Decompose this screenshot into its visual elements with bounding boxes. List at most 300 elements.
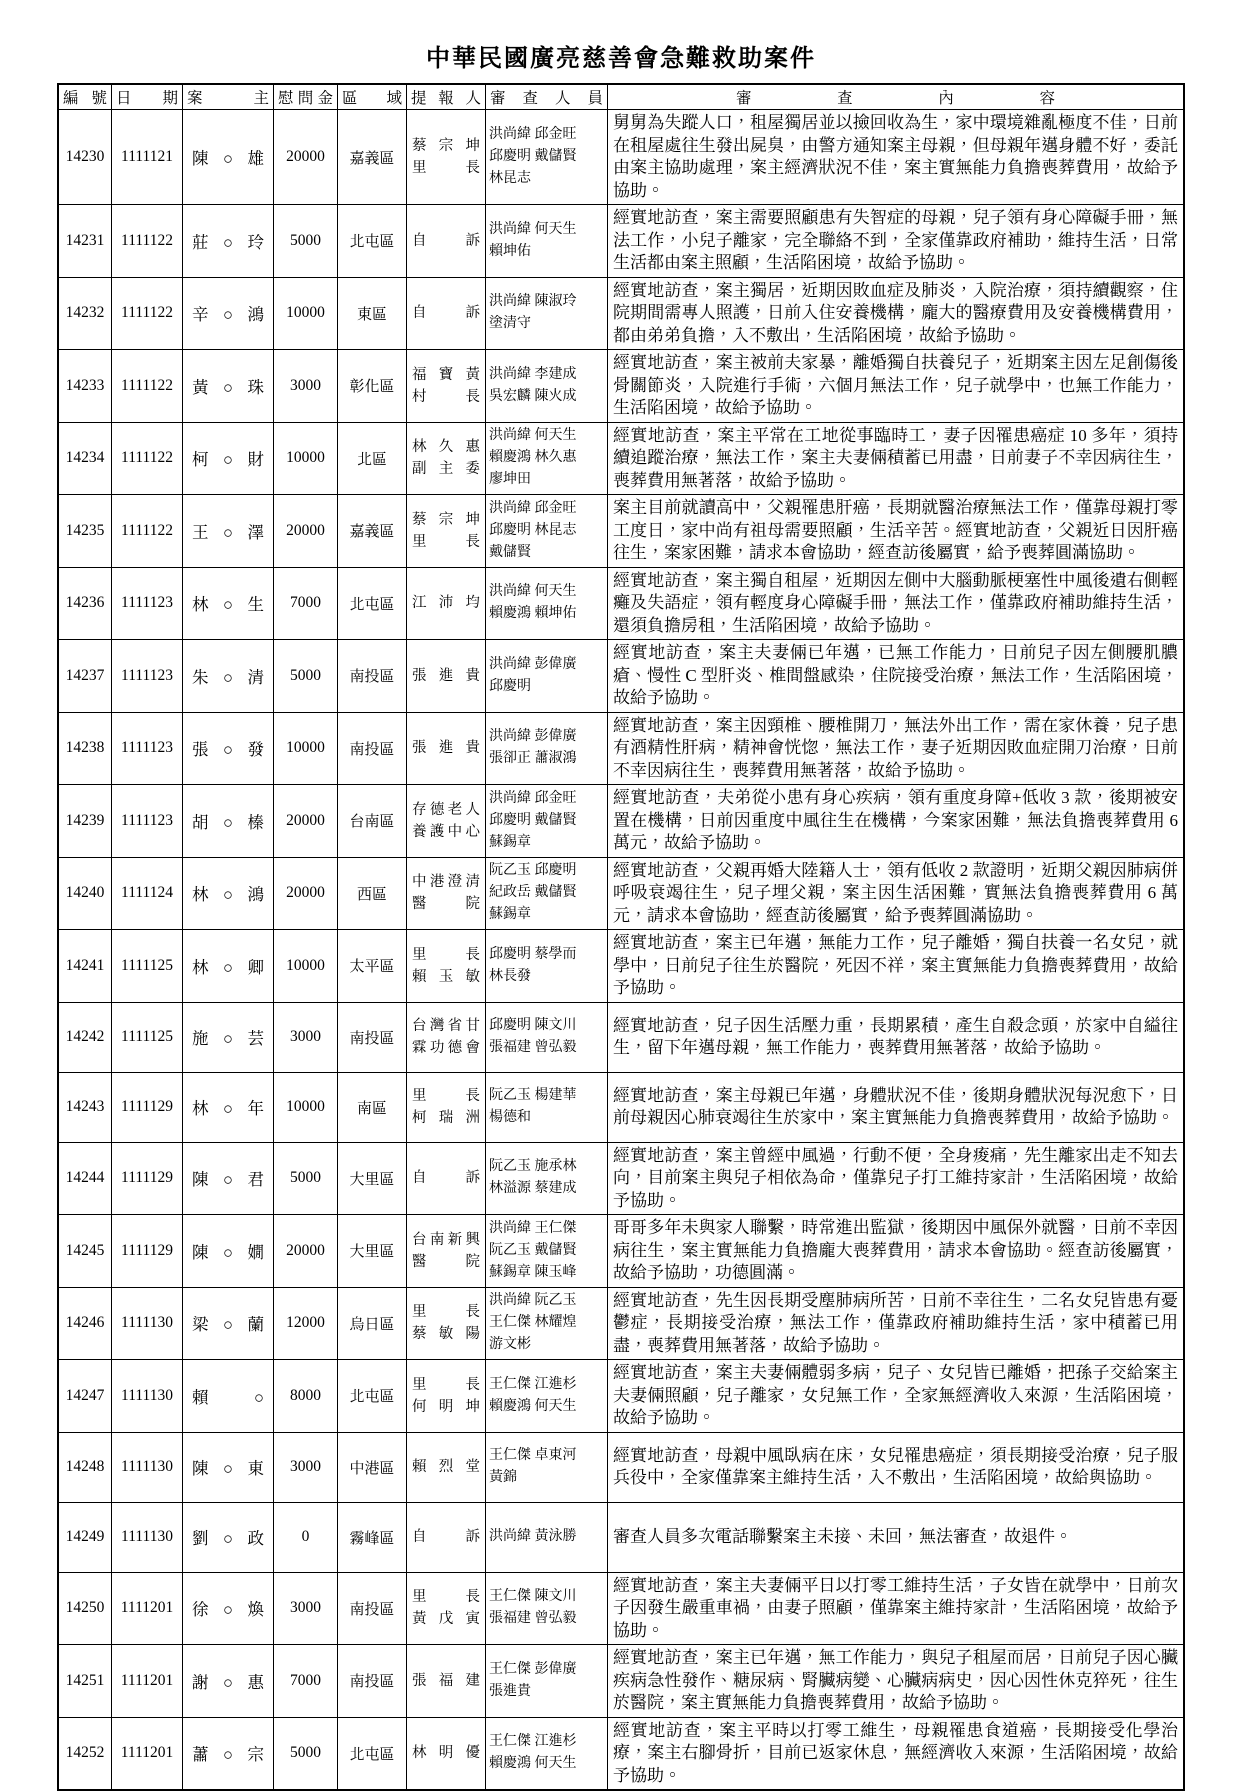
auditor-line: 賴慶鴻 何天生 [489,1398,577,1414]
table-row [58,495,1184,568]
auditor-line: 廖坤田 [489,472,531,488]
table-row [58,640,1184,713]
auditor-line: 洪尚緯 陳淑玲 [489,294,577,310]
region-cell: 南投區 [338,640,407,713]
case-name-cell: 林○生 [183,567,274,640]
auditors-cell [486,1645,608,1718]
auditors-cell [486,422,608,495]
reporter-line: 張進貴 [412,740,480,757]
case-name-cell: 劉○政 [183,1502,274,1572]
date-cell: 1111201 [112,1717,183,1790]
auditors-cell [486,930,608,1003]
table-row [58,930,1184,1003]
case-name-cell: 梁○蘭 [183,1287,274,1360]
review-content-cell: 經實地訪查，案主已年邁，無能力工作，兒子離婚，獨自扶養一名女兒，就學中，日前兒子往生於醫院，死因不祥，案主實無能力負擔喪葬費用，故給予協助。 [608,930,1185,1003]
date-cell: 1111130 [112,1432,183,1502]
review-content-cell: 經實地訪查，案主被前夫家暴，離婚獨自扶養兒子，近期案主因左足創傷後骨關節炎，入院進行手術，六個月無法工作，兒子就學中，也無工作能力，生活陷困境，故給予協助。 [608,350,1185,423]
amount-cell: 5000 [274,1142,338,1215]
reporter-cell [407,495,486,568]
reporter-line: 黃戊寅 [412,1611,480,1628]
amount-cell: 20000 [274,785,338,858]
auditor-line: 戴儲賢 [489,544,531,560]
column-header: 審查內容 [608,84,1185,110]
auditor-line: 洪尚緯 黃泳勝 [489,1529,577,1544]
reporter-cell [407,1360,486,1433]
reporter-cell [407,205,486,278]
case-id-cell: 14250 [58,1572,112,1645]
reporter-cell [407,1432,486,1502]
auditor-line: 黃錦 [489,1470,517,1485]
region-cell: 西區 [338,857,407,930]
amount-cell: 10000 [274,277,338,350]
reporter-cell [407,1645,486,1718]
region-cell: 南區 [338,1072,407,1142]
auditor-line: 邱慶明 戴儲賢 [489,149,577,164]
case-id-cell: 14239 [58,785,112,858]
reporter-line: 賴玉敏 [412,968,480,985]
case-name-cell: 黃○珠 [183,350,274,423]
reporter-line: 江沛均 [412,595,480,612]
table-row [58,1142,1184,1215]
date-cell: 1111123 [112,712,183,785]
case-name-cell: 朱○清 [183,640,274,713]
auditor-line: 洪尚緯 何天生 [489,221,577,237]
amount-cell: 0 [274,1502,338,1572]
date-cell: 1111201 [112,1572,183,1645]
column-header: 日期 [112,84,183,110]
date-cell: 1111122 [112,205,183,278]
case-id-cell: 14235 [58,495,112,568]
reporter-cell [407,350,486,423]
date-cell: 1111123 [112,640,183,713]
case-name-cell: 陳○君 [183,1142,274,1215]
amount-cell: 5000 [274,640,338,713]
auditor-line: 王仁傑 陳文川 [489,1589,577,1605]
case-name-cell: 辛○鴻 [183,277,274,350]
auditor-line: 邱慶明 林昆志 [489,522,577,538]
auditor-line: 洪尚緯 邱金旺 [489,127,577,142]
reporter-cell [407,712,486,785]
table-row [58,277,1184,350]
table-row [58,350,1184,423]
amount-cell: 5000 [274,1717,338,1790]
reporter-line: 柯瑞洲 [412,1110,480,1126]
date-cell: 1111123 [112,567,183,640]
reporter-line: 里長 [412,1088,480,1104]
region-cell: 中港區 [338,1432,407,1502]
table-row [58,785,1184,858]
case-id-cell: 14236 [58,567,112,640]
case-id-cell: 14232 [58,277,112,350]
auditor-line: 林溢源 蔡建成 [489,1181,577,1197]
auditor-line: 張進貴 [489,1683,531,1699]
amount-cell: 20000 [274,1215,338,1288]
auditor-line: 洪尚緯 彭偉廣 [489,656,577,672]
reporter-line: 林久惠 [412,439,480,456]
auditor-line: 賴慶鴻 林久惠 [489,450,577,466]
auditor-line: 王仁傑 江進杉 [489,1734,577,1750]
column-header: 編號 [58,84,112,110]
auditors-cell [486,1072,608,1142]
table-row [58,1432,1184,1502]
review-content-cell: 經實地訪查，案主曾經中風過，行動不便，全身痠痛，先生離家出走不知去向，目前案主與兒子相依為命，僅靠兒子打工維持家計，生活陷困境，故給予協助。 [608,1142,1185,1215]
region-cell: 台南區 [338,785,407,858]
auditors-cell [486,350,608,423]
auditor-line: 洪尚緯 彭偉廣 [489,729,577,745]
case-name-cell: 徐○煥 [183,1572,274,1645]
table-row [58,1002,1184,1072]
auditor-line: 洪尚緯 王仁傑 [489,1220,577,1236]
auditor-line: 林長發 [489,968,531,984]
table-row [58,1215,1184,1288]
reporter-line: 霖功德會 [412,1040,480,1056]
auditors-cell [486,1002,608,1072]
table-row [58,110,1184,205]
case-id-cell: 14241 [58,930,112,1003]
reporter-cell [407,1287,486,1360]
review-content-cell: 經實地訪查，案主獨居，近期因敗血症及肺炎，入院治療，須持續觀察，住院期間需專人照護，日前入住安養機構，龐大的醫療費用及安養機構費用，都由弟弟負擔，入不敷出，生活陷困境，故給予協助。 [608,277,1185,350]
auditor-line: 蘇錫章 [489,907,531,923]
case-name-cell: 賴○ [183,1360,274,1433]
auditors-cell [486,1432,608,1502]
review-content-cell: 經實地訪查，父親再婚大陸籍人士，領有低收 2 款證明，近期父親因肺病併呼吸衰竭往生，兒子埋父親，案主因生活困難，實無法負擔喪葬費用 6 萬元，請求本會協助，經查訪後屬實，給予喪葬圓滿協助。 [608,857,1185,930]
column-header: 慰問金 [274,84,338,110]
auditors-cell [486,712,608,785]
region-cell: 大里區 [338,1215,407,1288]
column-header: 提報人 [407,84,486,110]
table-row [58,422,1184,495]
case-id-cell: 14245 [58,1215,112,1288]
review-content-cell: 經實地訪查，案主夫妻倆已年邁，已無工作能力，日前兒子因左側腰肌膿瘡、慢性 C 型肝炎、椎間盤感染，住院接受治療，無法工作，生活陷困境，故給予協助。 [608,640,1185,713]
case-name-cell: 陳○嫺 [183,1215,274,1288]
date-cell: 1111124 [112,857,183,930]
table-row [58,205,1184,278]
region-cell: 嘉義區 [338,495,407,568]
region-cell: 霧峰區 [338,1502,407,1572]
auditors-cell [486,567,608,640]
auditors-cell [486,785,608,858]
review-content-cell: 經實地訪查，案主夫妻倆體弱多病，兒子、女兒皆已離婚，把孫子交給案主夫妻倆照顧，兒子離家，女兒無工作，全家無經濟收入來源，生活陷困境，故給予協助。 [608,1360,1185,1433]
auditors-cell [486,495,608,568]
amount-cell: 10000 [274,1072,338,1142]
column-header: 審查人員 [486,84,608,110]
date-cell: 1111125 [112,930,183,1003]
review-content-cell: 經實地訪查，案主因頸椎、腰椎開刀，無法外出工作，需在家休養，兒子患有酒精性肝病，精神會恍惚，無法工作，妻子近期因敗血症開刀治療，日前不幸因病往生，喪葬費用無著落，故給予協助。 [608,712,1185,785]
auditors-cell [486,1502,608,1572]
case-id-cell: 14247 [58,1360,112,1433]
date-cell: 1111125 [112,1002,183,1072]
amount-cell: 10000 [274,712,338,785]
page-title: 中華民國廣亮慈善會急難救助案件 [426,46,816,72]
auditor-line: 邱慶明 陳文川 [489,1018,577,1033]
review-content-cell: 經實地訪查，案主已年邁，無工作能力，與兒子租屋而居，日前兒子因心臟疾病急性發作、糖尿病、腎臟病變、心臟病病史，因心因性休克猝死，往生於醫院，案主實無能力負擔喪葬費用，故給予協助。 [608,1645,1185,1718]
date-cell: 1111121 [112,110,183,205]
amount-cell: 5000 [274,205,338,278]
auditors-cell [486,1215,608,1288]
auditor-line: 阮乙玉 邱慶明 [489,863,577,879]
region-cell: 南投區 [338,1002,407,1072]
date-cell: 1111122 [112,422,183,495]
case-name-cell: 莊○玲 [183,205,274,278]
reporter-cell [407,785,486,858]
date-cell: 1111123 [112,785,183,858]
region-cell: 北屯區 [338,567,407,640]
auditor-line: 林昆志 [489,171,531,186]
amount-cell: 20000 [274,857,338,930]
auditors-cell [486,1360,608,1433]
case-id-cell: 14238 [58,712,112,785]
table-row [58,567,1184,640]
case-name-cell: 張○發 [183,712,274,785]
auditor-line: 邱慶明 [489,678,531,694]
case-name-cell: 林○年 [183,1072,274,1142]
table-row [58,1645,1184,1718]
auditor-line: 王仁傑 江進杉 [489,1376,577,1392]
reporter-line: 中港澄清 [412,874,480,891]
amount-cell: 20000 [274,495,338,568]
amount-cell: 7000 [274,1645,338,1718]
reporter-line: 村長 [412,388,480,405]
amount-cell: 3000 [274,350,338,423]
auditor-line: 楊德和 [489,1110,531,1125]
auditor-line: 阮乙玉 戴儲賢 [489,1242,577,1258]
reporter-line: 自訴 [412,1170,480,1187]
auditor-line: 阮乙玉 施承林 [489,1159,577,1175]
review-content-cell: 經實地訪查，案主平常在工地從事臨時工，妻子因罹患癌症 10 多年，須持續追蹤治療，無法工作，案主夫妻倆積蓄已用盡，日前妻子不幸因病往生，喪葬費用無著落，故給予協助。 [608,422,1185,495]
auditor-line: 洪尚緯 何天生 [489,428,577,444]
reporter-cell [407,277,486,350]
auditor-line: 蘇錫章 [489,834,531,850]
case-name-cell: 施○芸 [183,1002,274,1072]
auditor-line: 張福建 曾弘毅 [489,1611,577,1627]
reporter-cell [407,1072,486,1142]
reporter-line: 里長 [412,946,480,963]
reporter-line: 自訴 [412,1529,480,1545]
case-name-cell: 陳○雄 [183,110,274,205]
reporter-cell [407,110,486,205]
case-id-cell: 14242 [58,1002,112,1072]
reporter-line: 存德老人 [412,801,480,818]
table-row [58,1072,1184,1142]
review-content-cell: 舅舅為失蹤人口，租屋獨居並以撿回收為生，家中環境雜亂極度不佳，日前在租屋處往生發出屍臭，由警方通知案主母親，但母親年邁身體不好，委託由案主協助處理，案主經濟狀況不佳，案主實無能力負擔喪葬費用，故給予協助。 [608,110,1185,205]
table-row [58,857,1184,930]
auditor-line: 賴坤佑 [489,243,531,259]
auditor-line: 賴慶鴻 何天生 [489,1756,577,1772]
case-id-cell: 14230 [58,110,112,205]
auditor-line: 洪尚緯 何天生 [489,584,577,600]
table-row [58,1360,1184,1433]
reporter-cell [407,422,486,495]
case-id-cell: 14252 [58,1717,112,1790]
case-name-cell: 謝○惠 [183,1645,274,1718]
case-id-cell: 14240 [58,857,112,930]
case-name-cell: 柯○財 [183,422,274,495]
reporter-cell [407,1215,486,1288]
date-cell: 1111130 [112,1287,183,1360]
review-content-cell: 經實地訪查，案主夫妻倆平日以打零工維持生活，子女皆在就學中，日前次子因發生嚴重車禍，由妻子照顧，僅靠案主維持家計，生活陷困境，故給予協助。 [608,1572,1185,1645]
region-cell: 烏日區 [338,1287,407,1360]
amount-cell: 3000 [274,1572,338,1645]
auditors-cell [486,1142,608,1215]
reporter-cell [407,640,486,713]
auditor-line: 吳宏麟 陳火成 [489,388,577,404]
table-row [58,1572,1184,1645]
reporter-line: 張福建 [412,1672,480,1689]
auditor-line: 王仁傑 卓東河 [489,1448,577,1463]
region-cell: 嘉義區 [338,110,407,205]
date-cell: 1111122 [112,350,183,423]
reporter-cell [407,1142,486,1215]
review-content-cell: 審查人員多次電話聯繫案主未接、未回，無法審查，故退件。 [608,1502,1185,1572]
region-cell: 南投區 [338,1645,407,1718]
region-cell: 北屯區 [338,1717,407,1790]
reporter-line: 張進貴 [412,667,480,684]
reporter-line: 蔡敏陽 [412,1326,480,1343]
region-cell: 北屯區 [338,205,407,278]
auditor-line: 阮乙玉 楊建華 [489,1088,577,1103]
auditors-cell [486,110,608,205]
case-name-cell: 陳○東 [183,1432,274,1502]
auditor-line: 王仁傑 林耀煌 [489,1315,577,1331]
amount-cell: 8000 [274,1360,338,1433]
reporter-cell [407,1572,486,1645]
reporter-line: 養護中心 [412,823,480,840]
auditor-line: 蘇錫章 陳玉峰 [489,1264,577,1280]
case-name-cell: 林○卿 [183,930,274,1003]
reporter-line: 里長 [412,1376,480,1393]
table-body [58,110,1184,1791]
region-cell: 南投區 [338,1572,407,1645]
reporter-cell [407,1717,486,1790]
reporter-line: 台灣省甘 [412,1018,480,1034]
reporter-cell [407,1502,486,1572]
reporter-line: 自訴 [412,232,480,249]
review-content-cell: 經實地訪查，案主母親已年邁，身體狀況不佳，後期身體狀況每況愈下，日前母親因心肺衰竭往生於家中，案主實無能力負擔喪葬費用，故給予協助。 [608,1072,1185,1142]
auditors-cell [486,640,608,713]
case-id-cell: 14249 [58,1502,112,1572]
date-cell: 1111129 [112,1072,183,1142]
auditor-line: 洪尚緯 阮乙玉 [489,1293,577,1309]
amount-cell: 10000 [274,422,338,495]
reporter-line: 蔡宗坤 [412,138,480,154]
amount-cell: 12000 [274,1287,338,1360]
case-id-cell: 14246 [58,1287,112,1360]
table-header-row [58,84,1184,110]
review-content-cell: 案主目前就讀高中，父親罹患肝癌，長期就醫治療無法工作，僅靠母親打零工度日，家中尚有祖母需要照顧，生活辛苦。經實地訪查，父親近日因肝癌往生，案家困難，請求本會協助，經查訪後屬實，給予喪葬圓滿協助。 [608,495,1185,568]
auditors-cell [486,277,608,350]
table-row [58,1502,1184,1572]
reporter-line: 自訴 [412,305,480,322]
reporter-line: 林明優 [412,1745,480,1762]
case-id-cell: 14244 [58,1142,112,1215]
review-content-cell: 經實地訪查，案主平時以打零工維生，母親罹患食道癌，長期接受化學治療，案主右腳骨折，目前已返家休息，無經濟收入來源，生活陷困境，故給予協助。 [608,1717,1185,1790]
auditor-line: 張福建 曾弘毅 [489,1040,577,1055]
case-name-cell: 胡○榛 [183,785,274,858]
amount-cell: 3000 [274,1432,338,1502]
region-cell: 南投區 [338,712,407,785]
case-id-cell: 14248 [58,1432,112,1502]
region-cell: 太平區 [338,930,407,1003]
review-content-cell: 經實地訪查，案主需要照顧患有失智症的母親，兒子領有身心障礙手冊，無法工作，小兒子離家，完全聯絡不到，全家僅靠政府補助，維持生活，日常生活都由案主照顧，生活陷困境，故給予協助。 [608,205,1185,278]
reporter-line: 里長 [412,533,480,550]
reporter-cell [407,567,486,640]
auditors-cell [486,1572,608,1645]
case-name-cell: 蕭○宗 [183,1717,274,1790]
reporter-cell [407,1002,486,1072]
region-cell: 北屯區 [338,1360,407,1433]
case-id-cell: 14251 [58,1645,112,1718]
amount-cell: 3000 [274,1002,338,1072]
column-header: 案主 [183,84,274,110]
review-content-cell: 哥哥多年未與家人聯繫，時常進出監獄，後期因中風保外就醫，日前不幸因病往生，案主實無能力負擔龐大喪葬費用，請求本會協助。經查訪後屬實，故給予協助，功德圓滿。 [608,1215,1185,1288]
amount-cell: 20000 [274,110,338,205]
table-row [58,1717,1184,1790]
date-cell: 1111130 [112,1360,183,1433]
date-cell: 1111122 [112,277,183,350]
review-content-cell: 經實地訪查，母親中風臥病在床，女兒罹患癌症，須長期接受治療，兒子服兵役中，全家僅靠案主維持生活，入不敷出，生活陷困境，故給與協助。 [608,1432,1185,1502]
reporter-line: 里長 [412,160,480,176]
table-row [58,1287,1184,1360]
auditors-cell [486,857,608,930]
case-id-cell: 14234 [58,422,112,495]
auditor-line: 洪尚緯 邱金旺 [489,500,577,516]
case-name-cell: 林○鴻 [183,857,274,930]
reporter-line: 副主委 [412,461,480,478]
auditor-line: 游文彬 [489,1337,531,1353]
region-cell: 東區 [338,277,407,350]
case-name-cell: 王○澤 [183,495,274,568]
reporter-cell [407,930,486,1003]
region-cell: 大里區 [338,1142,407,1215]
table-head [58,84,1184,110]
auditors-cell [486,1717,608,1790]
reporter-line: 醫院 [412,1253,480,1270]
review-content-cell: 經實地訪查，案主獨自租屋，近期因左側中大腦動脈梗塞性中風後遺右側輕癱及失語症，領有輕度身心障礙手冊，無法工作，僅靠政府補助維持生活，還須負擔房租，生活陷困境，故給予協助。 [608,567,1185,640]
reporter-line: 何明坤 [412,1398,480,1415]
auditor-line: 賴慶鴻 賴坤佑 [489,606,577,622]
review-content-cell: 經實地訪查，夫弟從小患有身心疾病，領有重度身障+低收 3 款，後期被安置在機構，日前因重度中風往生在機構，今案家困難，無法負擔喪葬費用 6 萬元，故給予協助。 [608,785,1185,858]
reporter-line: 里長 [412,1304,480,1321]
reporter-line: 里長 [412,1589,480,1606]
column-header: 區域 [338,84,407,110]
review-content-cell: 經實地訪查，先生因長期受塵肺病所苦，日前不幸往生，二名女兒皆患有憂鬱症，長期接受治療，無法工作，僅靠政府補助維持生活，家中積蓄已用盡，喪葬費用無著落，故給予協助。 [608,1287,1185,1360]
amount-cell: 7000 [274,567,338,640]
auditor-line: 塗清守 [489,316,531,332]
reporter-line: 蔡宗坤 [412,511,480,528]
reporter-line: 台南新興 [412,1231,480,1248]
review-content-cell: 經實地訪查，兒子因生活壓力重，長期累積，產生自殺念頭，於家中自縊往生，留下年邁母親，無工作能力，喪葬費用無著落，故給予協助。 [608,1002,1185,1072]
auditors-cell [486,205,608,278]
cases-table [57,83,1185,1791]
reporter-line: 賴烈堂 [412,1459,480,1475]
date-cell: 1111129 [112,1142,183,1215]
date-cell: 1111122 [112,495,183,568]
reporter-line: 醫院 [412,896,480,913]
auditor-line: 張卻正 蕭淑鴻 [489,751,577,767]
auditor-line: 邱慶明 戴儲賢 [489,812,577,828]
region-cell: 彰化區 [338,350,407,423]
date-cell: 1111201 [112,1645,183,1718]
table-row [58,712,1184,785]
case-id-cell: 14243 [58,1072,112,1142]
reporter-cell [407,857,486,930]
amount-cell: 10000 [274,930,338,1003]
region-cell: 北區 [338,422,407,495]
date-cell: 1111130 [112,1502,183,1572]
case-id-cell: 14233 [58,350,112,423]
reporter-line: 福寶黃 [412,366,480,383]
auditor-line: 紀政岳 戴儲賢 [489,885,577,901]
